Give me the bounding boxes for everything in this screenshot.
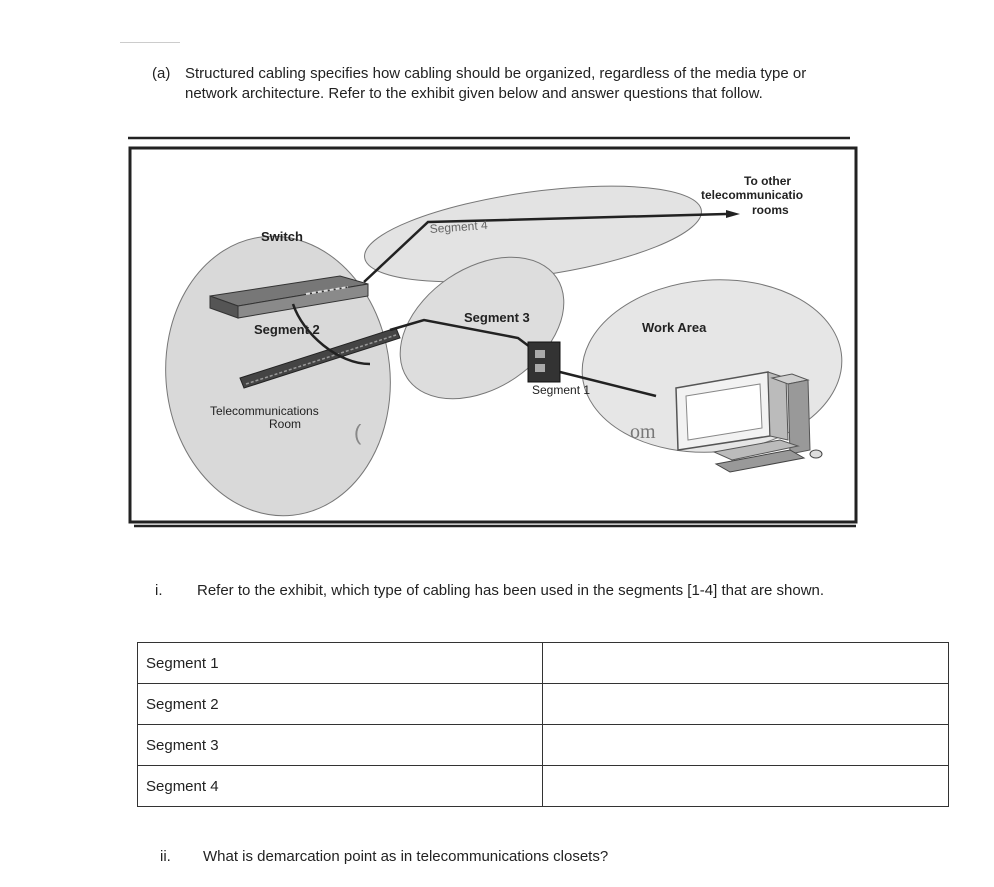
- segment-cell: Segment 4: [138, 766, 543, 807]
- answer-table: [137, 642, 949, 807]
- question-ii: [160, 848, 608, 865]
- table-row: [138, 766, 949, 807]
- table-row: [138, 643, 949, 684]
- switch-label: Switch: [261, 229, 303, 244]
- segment4-label: Segment 4: [429, 217, 489, 236]
- to-other-label-2: telecommunicatio: [701, 188, 804, 202]
- answer-cell[interactable]: [543, 766, 949, 807]
- table-row: [138, 725, 949, 766]
- exhibit-diagram: [128, 134, 860, 532]
- segment3-label: Segment 3: [464, 310, 530, 325]
- table-row: [138, 684, 949, 725]
- segment-cell: Segment 2: [138, 684, 543, 725]
- question-ii-label: ii.: [160, 848, 171, 865]
- wall-jack: [528, 342, 560, 382]
- answer-cell[interactable]: [543, 643, 949, 684]
- telecom-room-label-2: Room: [269, 417, 302, 431]
- question-i-label: i.: [155, 582, 163, 599]
- segment1-label: Segment 1: [532, 383, 591, 397]
- stray-mark: (: [354, 420, 362, 445]
- question-a-label: (a): [152, 65, 171, 82]
- telecom-room-label-1: Telecommunications: [210, 404, 319, 418]
- segment2-label: Segment 2: [254, 322, 320, 337]
- segment-cell: Segment 3: [138, 725, 543, 766]
- question-i: [155, 582, 824, 599]
- question-a: [152, 64, 892, 104]
- answer-cell[interactable]: [543, 684, 949, 725]
- question-a-line-2: network architecture. Refer to the exhibit given below and answer questions that follow.: [185, 85, 763, 102]
- to-other-label-3: rooms: [752, 203, 789, 217]
- question-i-text: Refer to the exhibit, which type of cabling has been used in the segments [1-4] that are shown.: [197, 582, 825, 599]
- om-mark: om: [630, 421, 656, 443]
- question-ii-text: What is demarcation point as in telecommunications closets?: [203, 848, 609, 865]
- to-other-label-1: To other: [744, 174, 792, 188]
- segment-cell: Segment 1: [138, 643, 543, 684]
- work-area-label: Work Area: [642, 320, 707, 335]
- scan-artifact-line: [120, 42, 180, 43]
- question-a-line-1: Structured cabling specifies how cabling should be organized, regardless of the media type or: [185, 65, 807, 82]
- answer-cell[interactable]: [543, 725, 949, 766]
